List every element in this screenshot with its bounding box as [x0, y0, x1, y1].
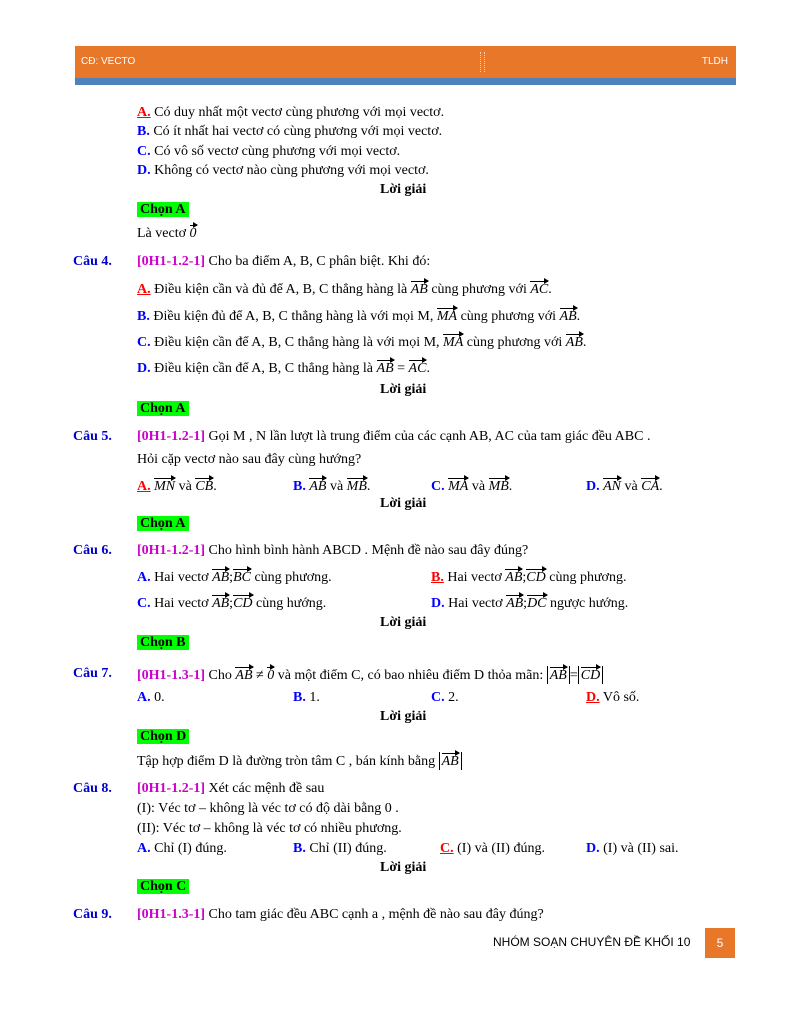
q4-stem: [0H1-1.2-1] Cho ba điểm A, B, C phân biệt. Khi đó:: [137, 254, 431, 269]
header-divider: [480, 52, 481, 72]
q7-option-c: C. 2.: [431, 690, 459, 705]
q5-option-a: A. MN và CB.: [137, 479, 217, 494]
q7-explanation: Tập hợp điểm D là đường tròn tâm C , bán kính bằng AB: [137, 752, 462, 770]
header-band: [75, 78, 736, 85]
q5-stem-line2: Hỏi cặp vectơ nào sau đây cùng hướng?: [137, 452, 362, 467]
q7-stem: [0H1-1.3-1] Cho AB ≠ 0 và một điểm C, có bao nhiêu điểm D thỏa mãn: AB = CD: [137, 666, 603, 684]
q6-choice: Chọn B: [137, 635, 189, 651]
q6-number: Câu 6.: [73, 543, 112, 558]
q3-explanation: Là vectơ 0: [137, 226, 197, 241]
q8-stem: [0H1-1.2-1] Xét các mệnh đề sau: [137, 781, 325, 796]
q7-number: Câu 7.: [73, 666, 112, 681]
q3-option-d: D. Không có vectơ nào cùng phương với mọi vectơ.: [137, 163, 429, 178]
q6-solution-heading: Lời giải: [380, 615, 427, 630]
header-left: CĐ: VECTO: [81, 56, 136, 67]
q5-choice: Chọn A: [137, 516, 189, 532]
q6-option-c: C. Hai vectơ AB;CD cùng hướng.: [137, 596, 327, 611]
q3-option-c: C. Có vô số vectơ cùng phương với mọi vectơ.: [137, 144, 401, 159]
header-right: TLDH: [701, 56, 728, 67]
q8-statement-1: (I): Véc tơ – không là véc tơ có độ dài bằng 0 .: [137, 801, 399, 816]
q6-option-b: B. Hai vectơ AB;CD cùng phương.: [431, 570, 627, 585]
q7-choice: Chọn D: [137, 729, 189, 745]
q4-option-c: C. Điều kiện cần để A, B, C thẳng hàng là với mọi M, MA cùng phương với AB.: [137, 335, 587, 350]
page-number: 5: [705, 928, 735, 958]
q4-option-a: A. Điều kiện cần và đủ để A, B, C thẳng hàng là AB cùng phương với AC.: [137, 282, 552, 297]
q9-stem: [0H1-1.3-1] Cho tam giác đều ABC cạnh a , mệnh đề nào sau đây đúng?: [137, 907, 544, 922]
footer-group-name: NHÓM SOẠN CHUYÊN ĐỀ KHỐI 10: [493, 935, 691, 949]
q9-number: Câu 9.: [73, 907, 112, 922]
q3-solution-heading: Lời giải: [380, 182, 427, 197]
q6-option-a: A. Hai vectơ AB;BC cùng phương.: [137, 570, 332, 585]
q7-option-b: B. 1.: [293, 690, 320, 705]
q6-option-d: D. Hai vectơ AB;DC ngược hướng.: [431, 596, 629, 611]
q7-option-d: D. Vô số.: [586, 690, 640, 705]
q7-option-a: A. 0.: [137, 690, 165, 705]
q5-option-c: C. MA và MB.: [431, 479, 513, 494]
q3-option-b: B. Có ít nhất hai vectơ có cùng phương với mọi vectơ.: [137, 124, 443, 139]
q5-option-b: B. AB và MB.: [293, 479, 371, 494]
q5-number: Câu 5.: [73, 429, 112, 444]
q8-choice: Chọn C: [137, 879, 189, 895]
q8-solution-heading: Lời giải: [380, 860, 427, 875]
page-header: [75, 46, 736, 78]
q8-option-c: C. (I) và (II) đúng.: [440, 841, 545, 856]
q3-choice: Chọn A: [137, 202, 189, 218]
q3-option-a: A. Có duy nhất một vectơ cùng phương với mọi vectơ.: [137, 105, 445, 120]
header-divider: [484, 52, 485, 72]
q4-option-d: D. Điều kiện cần để A, B, C thẳng hàng là AB = AC.: [137, 361, 430, 376]
q8-option-b: B. Chỉ (II) đúng.: [293, 841, 387, 856]
q6-stem: [0H1-1.2-1] Cho hình bình hành ABCD . Mệnh đề nào sau đây đúng?: [137, 543, 529, 558]
q8-option-d: D. (I) và (II) sai.: [586, 841, 679, 856]
q5-option-d: D. AN và CA.: [586, 479, 663, 494]
q5-solution-heading: Lời giải: [380, 496, 427, 511]
q8-number: Câu 8.: [73, 781, 112, 796]
q7-solution-heading: Lời giải: [380, 709, 427, 724]
q8-statement-2: (II): Véc tơ – không là véc tơ có nhiều phương.: [137, 821, 402, 836]
q4-option-b: B. Điều kiện đủ để A, B, C thẳng hàng là với mọi M, MA cùng phương với AB.: [137, 309, 581, 324]
q4-choice: Chọn A: [137, 401, 189, 417]
q5-stem: [0H1-1.2-1] Gọi M , N lần lượt là trung điểm của các cạnh AB, AC của tam giác đều ABC .: [137, 429, 651, 444]
q4-number: Câu 4.: [73, 254, 112, 269]
q8-option-a: A. Chỉ (I) đúng.: [137, 841, 227, 856]
q4-solution-heading: Lời giải: [380, 382, 427, 397]
